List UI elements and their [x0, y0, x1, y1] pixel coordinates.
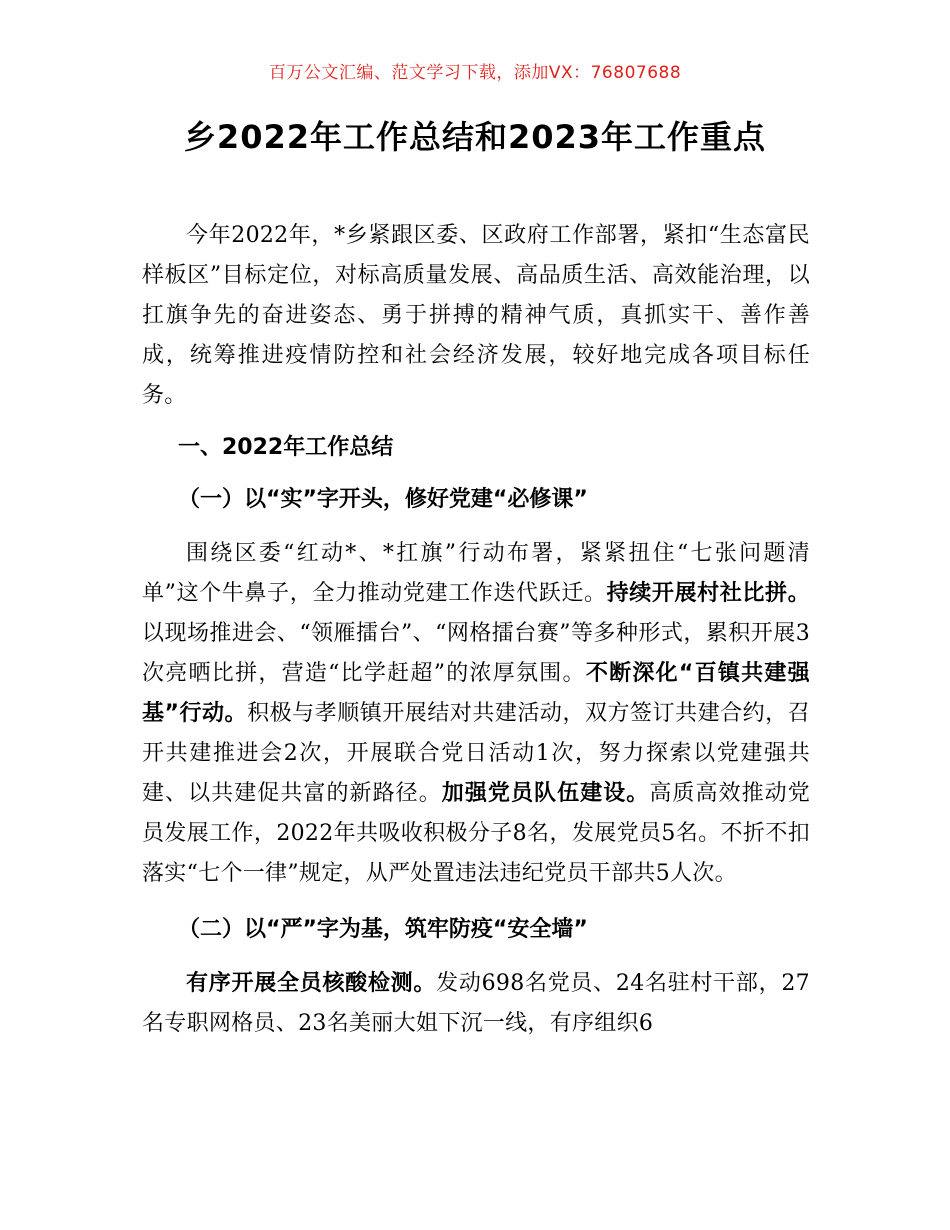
sub1-lead-text: 围绕区委“红动*、*扛旗”行动布署，紧紧扭住“七张问题清单”这个牛鼻子，全力推动党建工作迭代跃迁。: [142, 541, 810, 606]
subsection-heading-2: （二）以“严”字为基，筑牢防疫“安全墙”: [178, 917, 588, 942]
sub2-text-1: 发动698名党员、24名驻村干部，27名专职网格员、23名美丽大姐下沉一线，有序组织6: [142, 971, 810, 1036]
page-title: 乡2022年工作总结和2023年工作重点: [183, 118, 767, 156]
subsection-heading-1: （一）以“实”字开头，修好党建“必修课”: [178, 487, 588, 512]
sub1-text-1: 以现场推进会、“领雁擂台”、“网格擂台赛”等多种形式，累积开展3次亮晒比拼，营造“比学赶超”的浓厚氛围。: [142, 621, 810, 686]
sub1-text-3: 高质高效推动党员发展工作，2022年共吸收积极分子8名，发展党员5名。不折不扣落实“七个一律”规定，从严处置违法违纪党员干部共5人次。: [142, 781, 811, 886]
watermark-header: 百万公文汇编、范文学习下载，添加VX：76807688: [268, 63, 682, 83]
subsection-1-paragraph: [142, 534, 810, 894]
document-body: [142, 216, 810, 1044]
subsection-2-paragraph: [142, 964, 810, 1044]
section-heading-1: 一、2022年工作总结: [178, 435, 394, 460]
sub2-bold-1: 有序开展全员核酸检测。: [186, 971, 437, 996]
sub1-bold-3: 加强党员队伍建设。: [441, 781, 650, 806]
sub1-bold-1: 持续开展村社比拼。: [606, 581, 810, 606]
sub1-text-2: 积极与孝顺镇开展结对共建活动，双方签订共建合约，召开共建推进会2次，开展联合党日活动1次，努力探索以党建强共建、以共建促共富的新路径。: [142, 701, 810, 806]
sub1-bold-2: 不断深化“百镇共建强基”行动。: [142, 661, 810, 726]
intro-paragraph: 今年2022年，*乡紧跟区委、区政府工作部署，紧扣“生态富民样板区”目标定位，对标高质量发展、高品质生活、高效能治理，以扛旗争先的奋进姿态、勇于拼搏的精神气质，真抓实干、善作善成，统筹推进疫情防控和社会经济发展，较好地完成各项目标任务。: [142, 223, 810, 408]
